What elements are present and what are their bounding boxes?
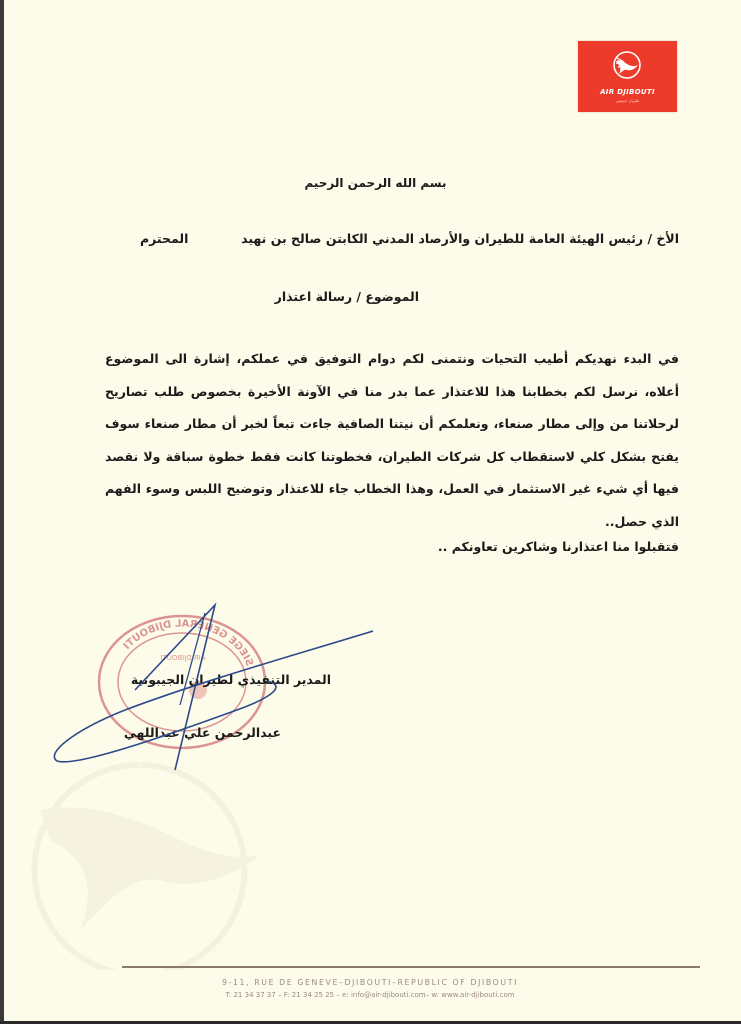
signatory-name: عبدالرحمن علي عبداللهي <box>123 725 281 740</box>
footer-divider <box>122 966 700 968</box>
air-djibouti-logo <box>578 41 677 112</box>
bird-icon <box>612 50 642 80</box>
handwritten-signature <box>35 595 375 775</box>
footer-address: 9-11, RUE DE GENEVE–DJIBOUTI–REPUBLIC OF DJIBOUTI <box>222 978 518 987</box>
footer-contact: T: 21 34 37 37 – F: 21 34 25 25 – e: info@air-djibouti.com– w: www.air-djibouti.com <box>225 991 515 999</box>
subject-line: الموضوع / رسالة اعتذار <box>274 289 419 304</box>
stamp-inner-text: AIR DJIBOUTI <box>160 654 206 662</box>
basmala: بسم الله الرحمن الرحيم <box>304 176 447 190</box>
bird-watermark-icon <box>20 760 270 970</box>
scan-left-edge <box>0 0 4 1024</box>
signatory-title: المدير التنفيذي لطيران الجيبوتية <box>130 672 331 687</box>
recipient-line: الأخ / رئيس الهيئة العامة للطيران والأرصاد المدني الكابتن صالح بن نهيد <box>241 231 679 246</box>
honorific: المحترم <box>140 231 189 246</box>
logo-tagline: طيران جيبوتي <box>615 98 640 103</box>
closing-line: فتقبلوا منا اعتذارنا وشاكرين تعاونكم .. <box>437 539 679 554</box>
letter-body: في البدء نهديكم أطيب التحيات ونتمنى لكم دوام التوفيق في عملكم، إشارة الى الموضوع أعلاه، نرسل لكم بخطابنا هذا للاعتذار عما بدر منا في الآونة الأخيرة بخصوص طلب تصاريح لرحلاتنا من وإلى مطار صنعاء، ونعلمكم أن نيتنا الصافية جاءت تبعاً لخبر أن مطار صنعاء سوف يفتح بشكل كلي لاستقطاب كل شركات الطيران، فخطوتنا كانت فقط خطوة سباقة ولا نقصد فيها أي شيء غير الاستثمار في العمل، وهذا الخطاب جاء للاعتذار وتوضيح اللبس وسوء الفهم الذي حصل.. <box>105 351 679 529</box>
logo-name: AIR DJIBOUTI <box>600 88 655 96</box>
stamp-outer-text: SIEGE GENERAL DJIBOUTI <box>121 618 255 668</box>
